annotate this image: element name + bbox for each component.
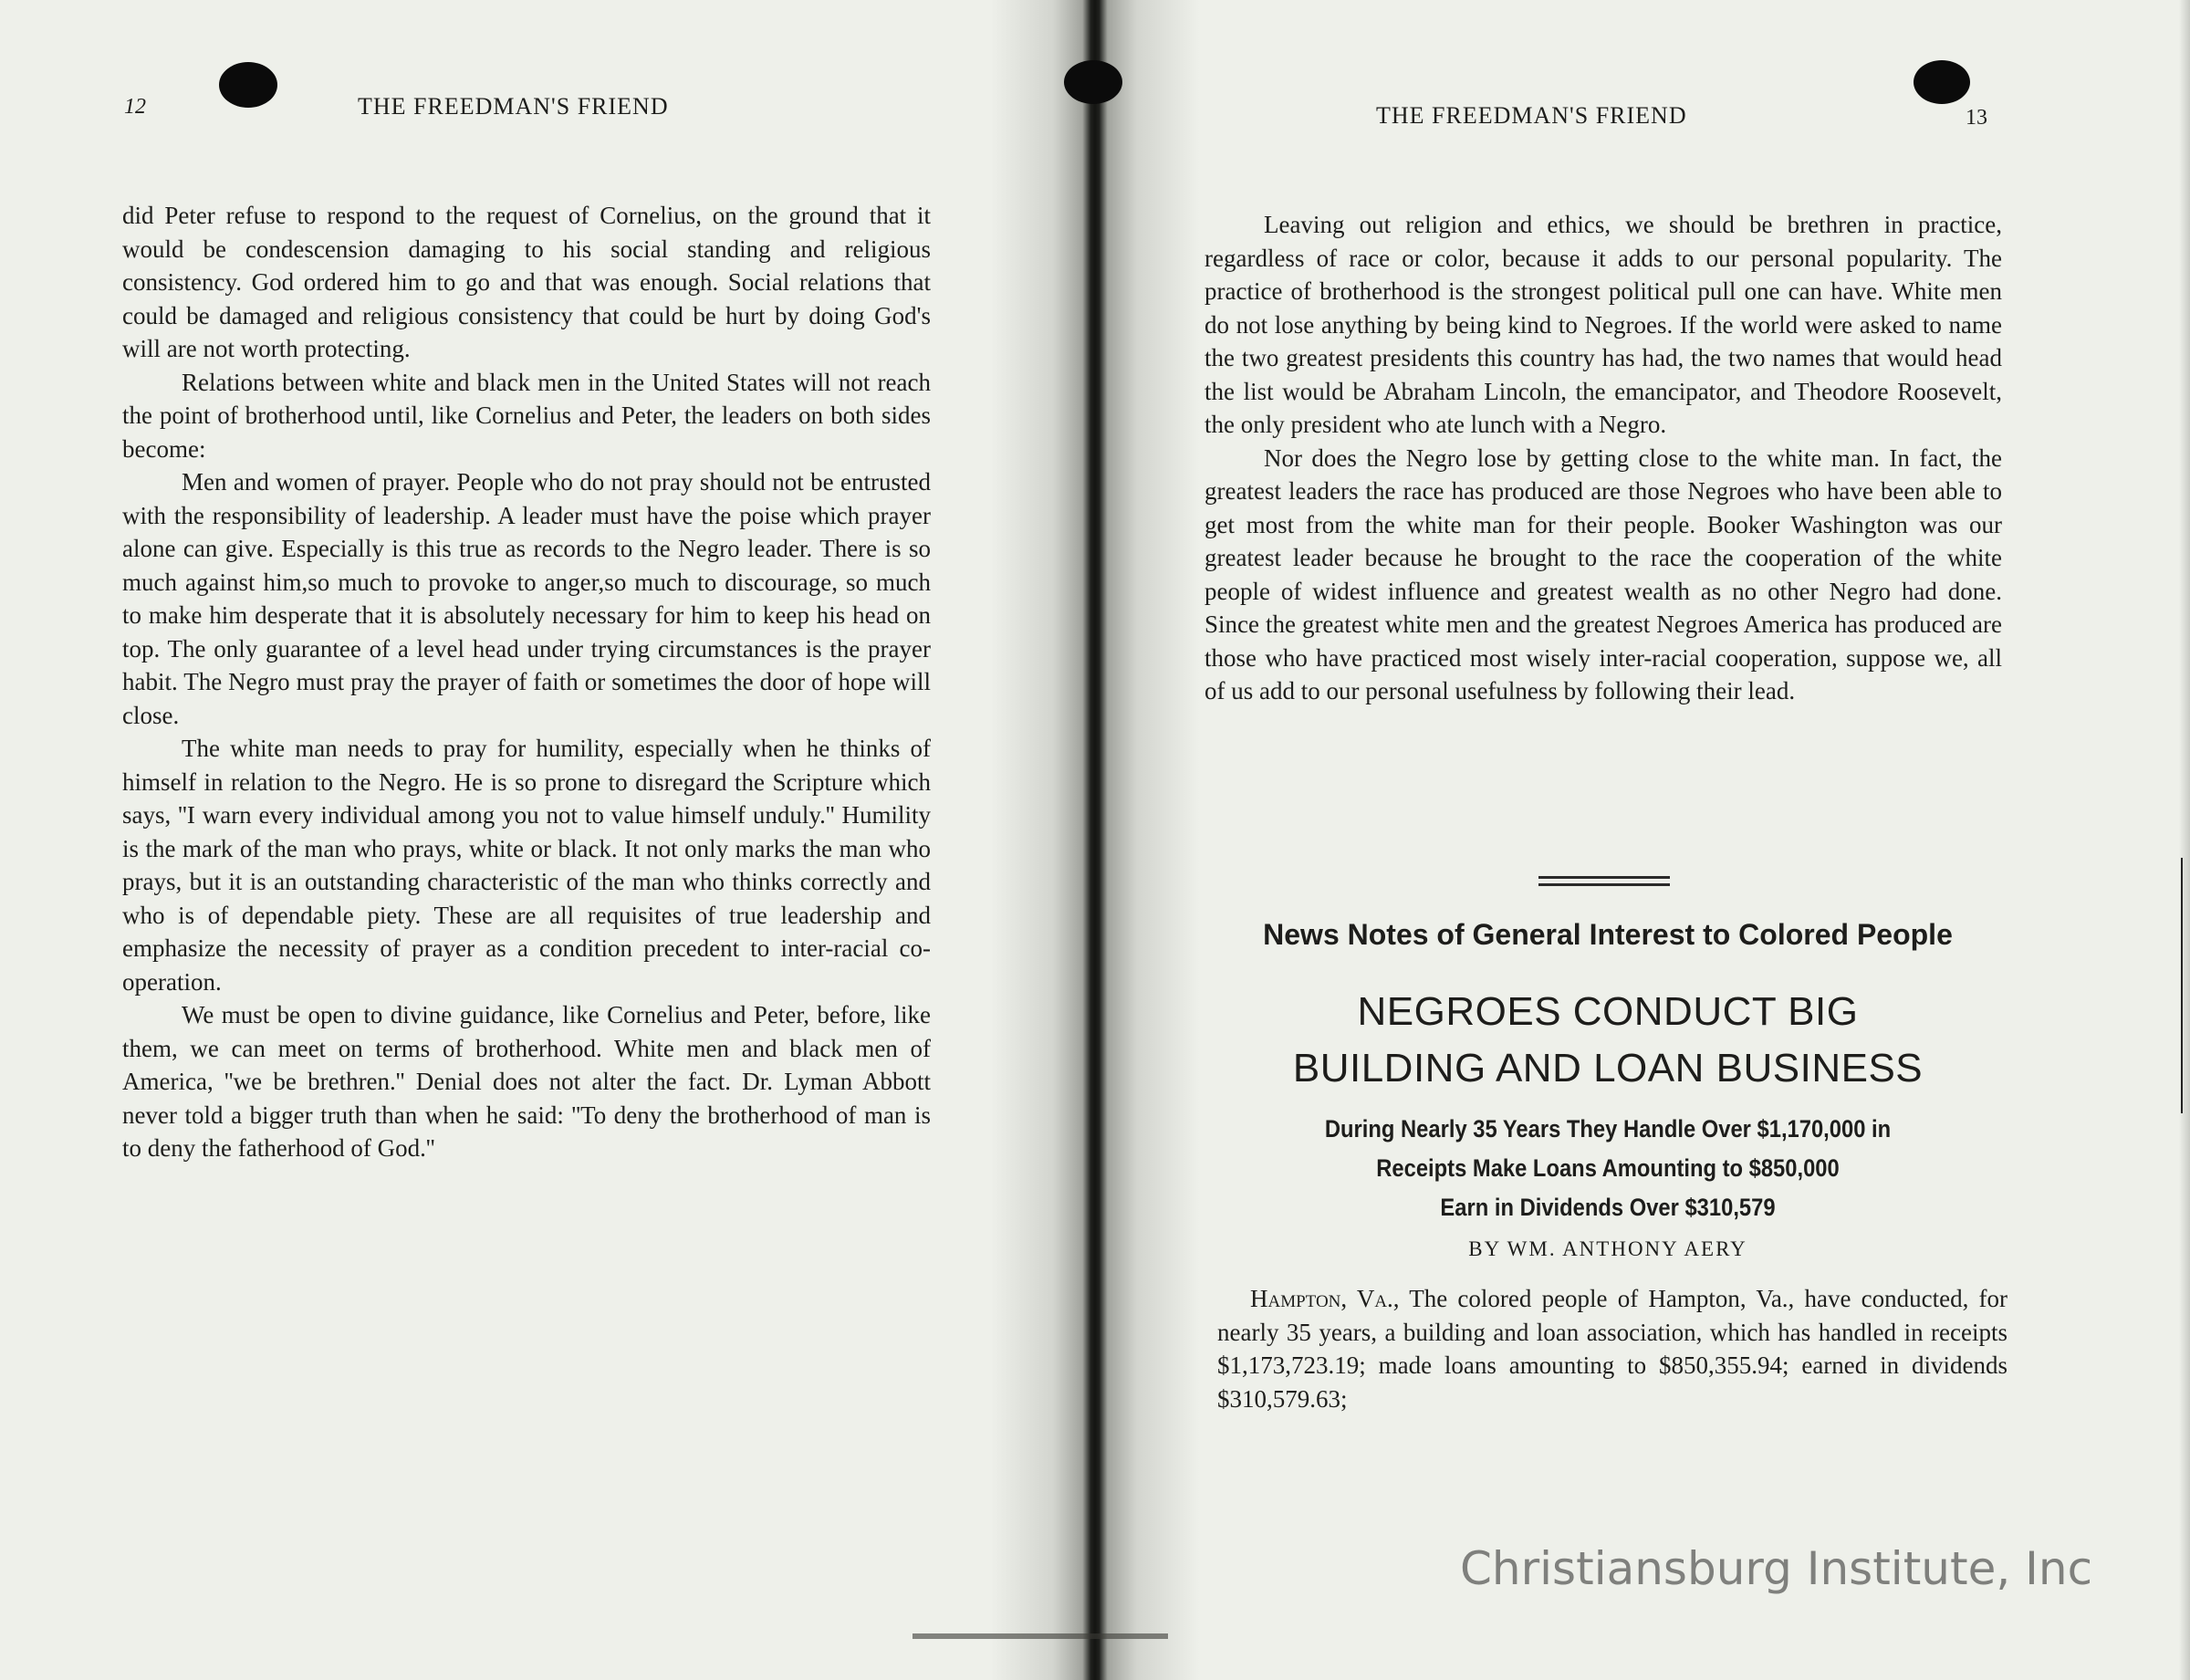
headline-line: BUILDING AND LOAN BUSINESS xyxy=(1292,1046,1924,1090)
article-deck xyxy=(1229,1110,1987,1227)
paragraph: Men and women of prayer. People who do not pray should not be entrusted with the responsibility of leadership. A leader must have the poise which prayer alone can give. Especially is this true as records to the Negro leader. There is so much against him,so much to provoke to anger,so much to discourage, so much to make him desperate that it is absolutely necessary for him to keep his head on top. The only guarantee of a level head under trying circumstances is the prayer habit. The Negro must pray the prayer of faith or sometimes the door of hope will close. xyxy=(122,468,931,729)
deck-line: Receipts Make Loans Amounting to $850,000 xyxy=(1376,1154,1840,1182)
left-page-text xyxy=(122,199,931,1165)
left-page xyxy=(0,0,1004,1680)
dateline: Hampton, Va., xyxy=(1250,1285,1400,1312)
paragraph: We must be open to divine guidance, like Cornelius and Peter, before, like them, we can meet on terms of brotherhood. White men and black men of America, ''we be brethren.'' Denial does not alter the fact. Dr. Lyman Abbott never told a bigger truth than when he said: ''To deny the brotherhood of man is to deny the fatherhood of God.'' xyxy=(122,1001,931,1162)
section-divider xyxy=(1538,876,1670,879)
byline: BY WM. ANTHONY AERY xyxy=(1468,1237,1747,1260)
page-edge-line xyxy=(2181,858,2183,1113)
paragraph: Leaving out religion and ethics, we should be brethren in practice, regardless of race or color, because it adds to our personal popularity. The practice of brotherhood is the strongest political pull one can have. White men do not lose anything by being kind to Negroes. If the world were asked to name the two greatest presidents this country has had, the two names that would head the list would be Abraham Lincoln, the emancipator, and Theodore Roosevelt, the only president who ate lunch with a Negro. xyxy=(1204,211,2002,438)
section-divider xyxy=(1538,883,1670,886)
paragraph: Relations between white and black men in the United States will not reach the point of brotherhood until, like Cornelius and Peter, the leaders on both sides become: xyxy=(122,368,931,463)
deck-line: Earn in Dividends Over $310,579 xyxy=(1440,1194,1776,1221)
deck-line: During Nearly 35 Years They Handle Over $1,170,000 in xyxy=(1324,1115,1892,1143)
book-gutter xyxy=(990,0,1200,1680)
section-heading: News Notes of General Interest to Colored People xyxy=(1263,918,1953,951)
article-body xyxy=(1217,1282,2008,1415)
page-number: 12 xyxy=(124,95,146,119)
paragraph: Nor does the Negro lose by getting close to the white man. In fact, the greatest leaders the race has produced are those Negroes who have been able to get most from the white man for their people. Booker Washington was our greatest leader because he brought to the race the cooperation of the white people of widest influence and greatest wealth as no other Negro had done. Since the greatest white men and the greatest Negroes America has produced are those who have practiced most wisely inter-racial cooperation, suppose we, all of us add to our personal usefulness by following their lead. xyxy=(1204,443,2002,704)
headline-line: NEGROES CONDUCT BIG xyxy=(1357,989,1859,1034)
punch-hole xyxy=(1064,60,1122,104)
right-page-text xyxy=(1204,208,2002,708)
running-head: THE FREEDMAN'S FRIEND xyxy=(358,93,669,120)
article-text: The colored people of Hampton, Va., have conducted, for nearly 35 years, a building and loan association, which has handled in receipts $1,173,723.19; made loans amounting to $850,355.94; earned in dividends $310,579.63; xyxy=(1217,1285,2008,1413)
article-headline xyxy=(1177,984,2039,1097)
running-head: THE FREEDMAN'S FRIEND xyxy=(1376,102,1687,129)
page-number: 13 xyxy=(1966,106,1987,130)
paragraph: did Peter refuse to respond to the request of Cornelius, on the ground that it would be condescension damaging to his social standing and religious consistency. God ordered him to go and that was enough. Social relations that could be damaged and religious consistency that could be hurt by doing God's will are not worth protecting. xyxy=(122,202,931,362)
watermark: Christiansburg Institute, Inc xyxy=(1460,1542,2093,1595)
right-page xyxy=(1177,0,2179,1680)
paragraph: The white man needs to pray for humility, especially when he thinks of himself in relation to the Negro. He is so prone to disregard the Scripture which says, ''I warn every individual among you not to value himself unduly.'' Humility is the mark of the man who prays, white or black. It not only marks the man who prays, but it is an outstanding characteristic of the man who thinks correctly and who is of dependable piety. These are all requisites of true leadership and emphasize the necessity of prayer as a condition precedent to inter-racial cooperation. xyxy=(122,735,931,996)
page-edge xyxy=(2179,0,2190,1680)
